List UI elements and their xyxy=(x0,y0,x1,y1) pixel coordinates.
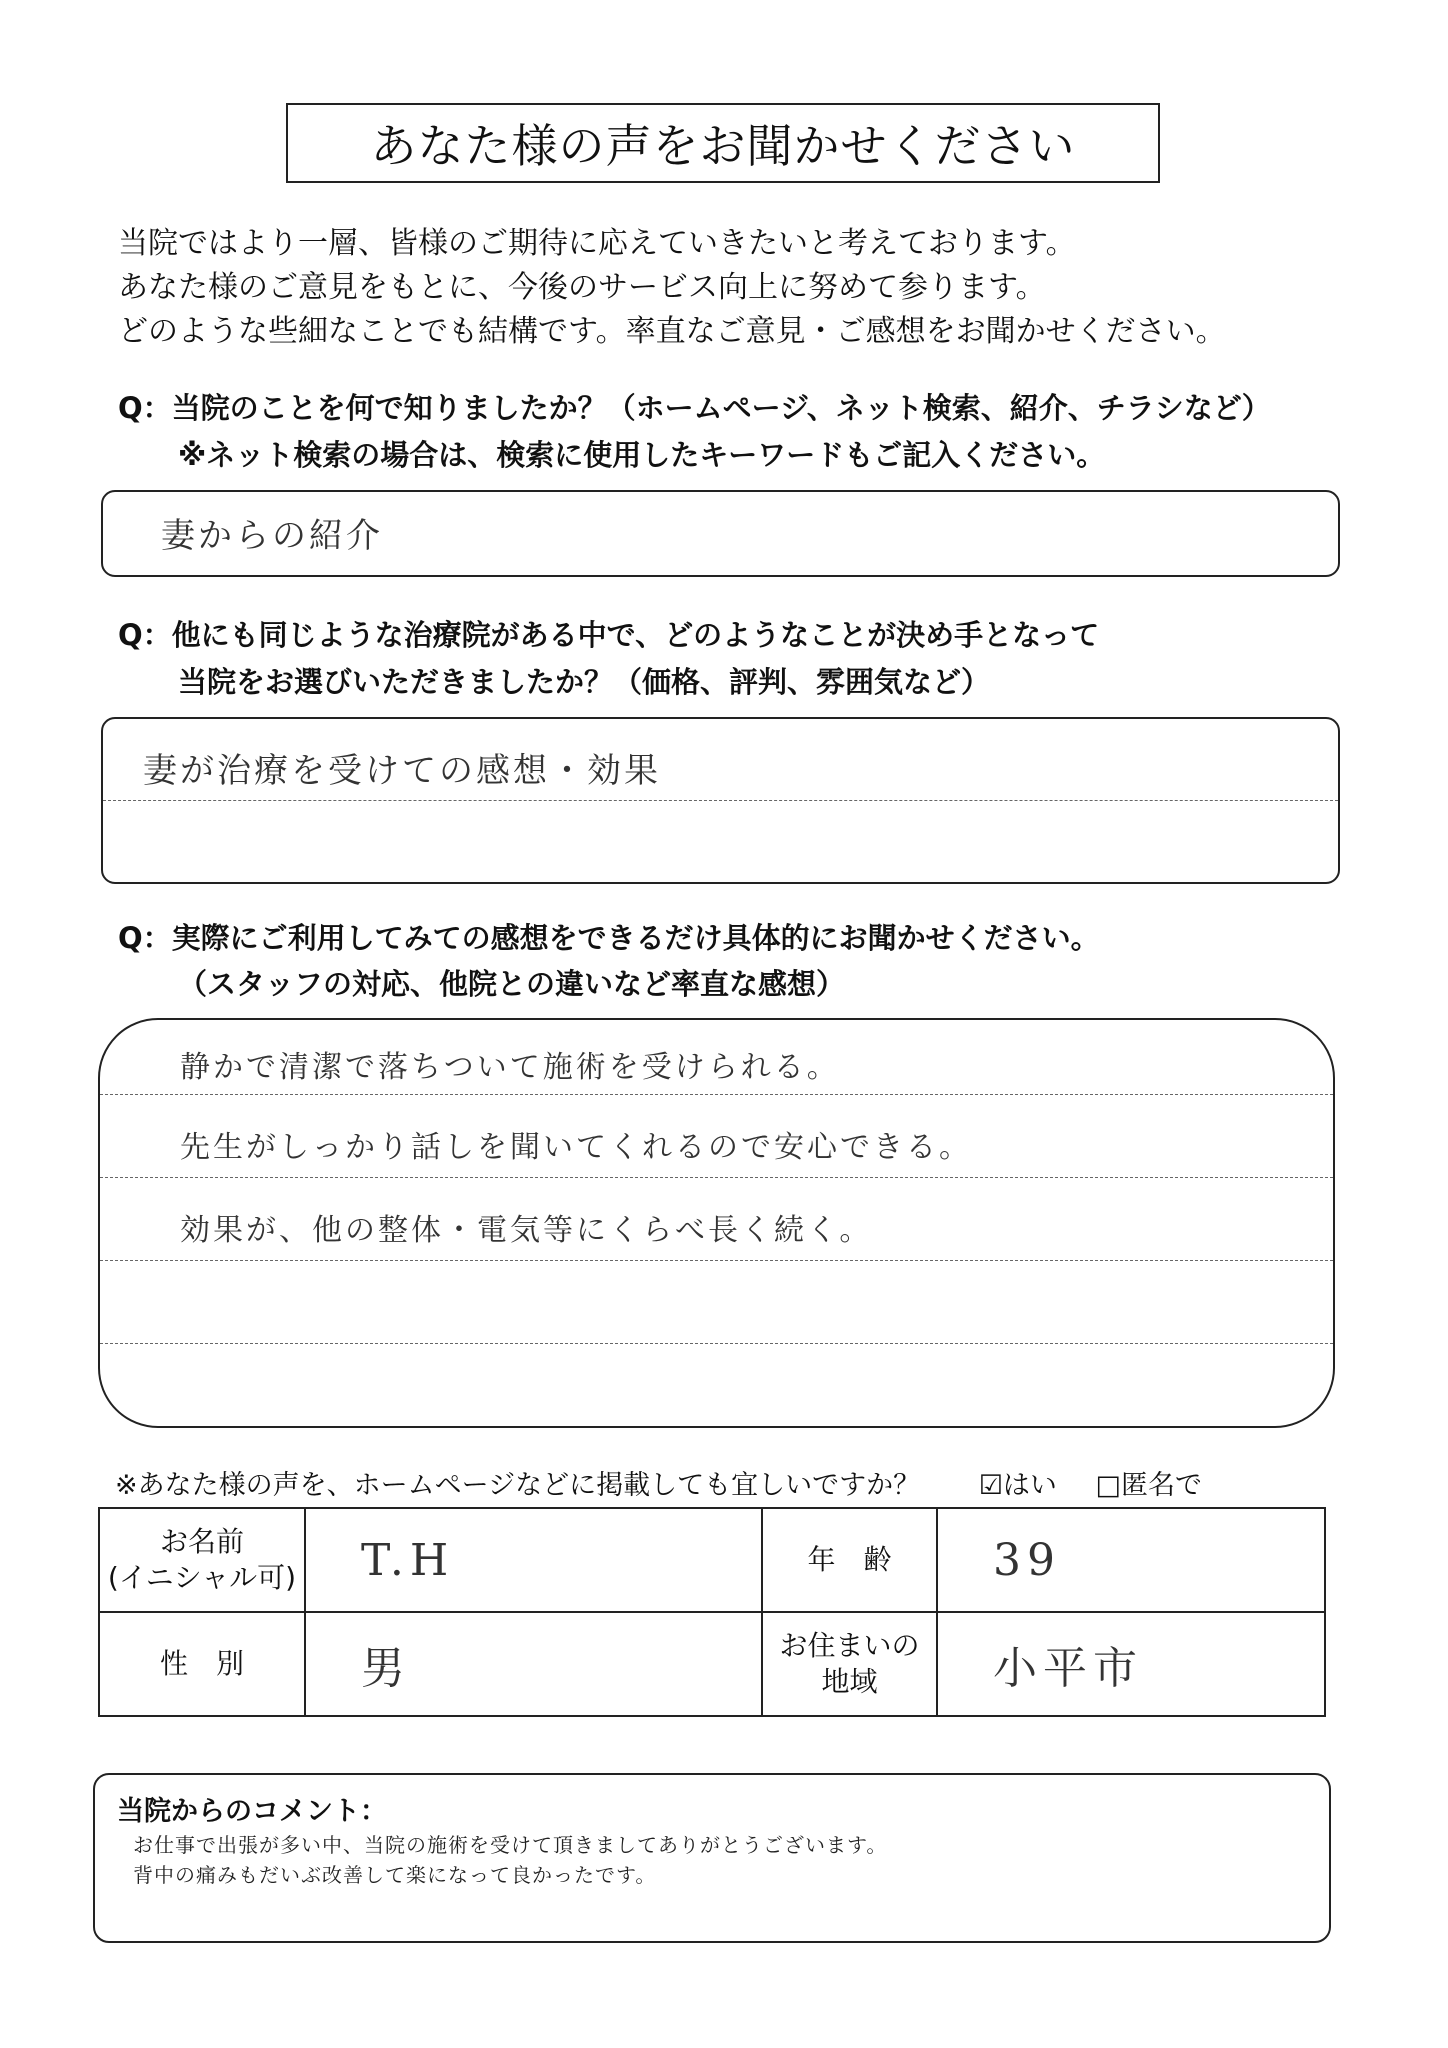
comment-line: 背中の痛みもだいぶ改善して楽になって良かったです。 xyxy=(133,1863,657,1887)
comment-line: お仕事で出張が多い中、当院の施術を受けて頂きましてありがとうございます。 xyxy=(133,1833,888,1857)
ruled-line xyxy=(100,1094,1333,1095)
ruled-line xyxy=(100,1260,1333,1261)
intro-line: どのような些細なことでも結構です。率直なご意見・ご感想をお聞かせください。 xyxy=(118,314,1226,349)
area-label-sub: 地域 xyxy=(821,1665,878,1698)
area-label-cell xyxy=(762,1612,937,1716)
name-sub-label: (イニシャル可) xyxy=(107,1561,297,1594)
ruled-line xyxy=(100,1177,1333,1178)
name-label-cell xyxy=(99,1508,305,1612)
comment-title: 当院からのコメント： xyxy=(117,1796,387,1827)
q3-answer-line: 効果が、他の整体・電気等にくらべ長く続く。 xyxy=(180,1213,873,1248)
name-value[interactable]: T.H xyxy=(305,1508,762,1612)
ruled-line xyxy=(100,1343,1333,1344)
q1-answer-box[interactable] xyxy=(101,490,1340,577)
q3-answer-line: 先生がしっかり話しを聞いてくれるので安心できる。 xyxy=(180,1130,972,1165)
q2-line2: 当院をお選びいただきましたか？（価格、評判、雰囲気など） xyxy=(178,665,991,699)
intro-line: 当院ではより一層、皆様のご期待に応えていきたいと考えております。 xyxy=(118,226,1076,261)
anonymous-checkbox[interactable]: □匿名で xyxy=(1095,1470,1203,1501)
q2-answer-box[interactable] xyxy=(101,717,1340,884)
consent-question: ※あなた様の声を、ホームページなどに掲載しても宜しいですか？ xyxy=(115,1470,921,1501)
q3-answer-line: 静かで清潔で落ちついて施術を受けられる。 xyxy=(180,1050,840,1085)
info-table xyxy=(98,1507,1326,1717)
q1-answer: 妻からの紹介 xyxy=(161,516,383,556)
ruled-line xyxy=(103,800,1338,801)
gender-label: 性 別 xyxy=(99,1612,305,1716)
q1-line2: ※ネット検索の場合は、検索に使用したキーワードもご記入ください。 xyxy=(178,438,1106,472)
q3-line2: （スタッフの対応、他院との違いなど率直な感想） xyxy=(178,967,846,1001)
age-value[interactable]: 39 xyxy=(937,1508,1325,1612)
title-box xyxy=(286,103,1160,183)
intro-line: あなた様のご意見をもとに、今後のサービス向上に努めて参ります。 xyxy=(118,270,1046,305)
q2-line1: Q：他にも同じような治療院がある中で、どのようなことが決め手となって xyxy=(118,618,1100,652)
comment-box xyxy=(93,1773,1331,1943)
q2-answer: 妻が治療を受けての感想・効果 xyxy=(143,751,661,791)
q3-line1: Q：実際にご利用してみての感想をできるだけ具体的にお聞かせください。 xyxy=(118,921,1100,955)
gender-value[interactable]: 男 xyxy=(305,1612,762,1716)
area-value[interactable]: 小平市 xyxy=(937,1612,1325,1716)
name-label: お名前 xyxy=(159,1525,244,1558)
area-label: お住まいの xyxy=(779,1629,920,1662)
q3-answer-box[interactable] xyxy=(98,1018,1335,1428)
q1-line1: Q：当院のことを何で知りましたか？（ホームページ、ネット検索、紹介、チラシなど） xyxy=(118,391,1271,425)
page-title: あなた様の声をお聞かせください xyxy=(370,119,1076,173)
consent-row xyxy=(115,1463,1202,1502)
intro-text xyxy=(118,222,1338,354)
yes-checkbox[interactable]: ☑はい xyxy=(978,1470,1057,1501)
age-label: 年 齢 xyxy=(762,1508,937,1612)
